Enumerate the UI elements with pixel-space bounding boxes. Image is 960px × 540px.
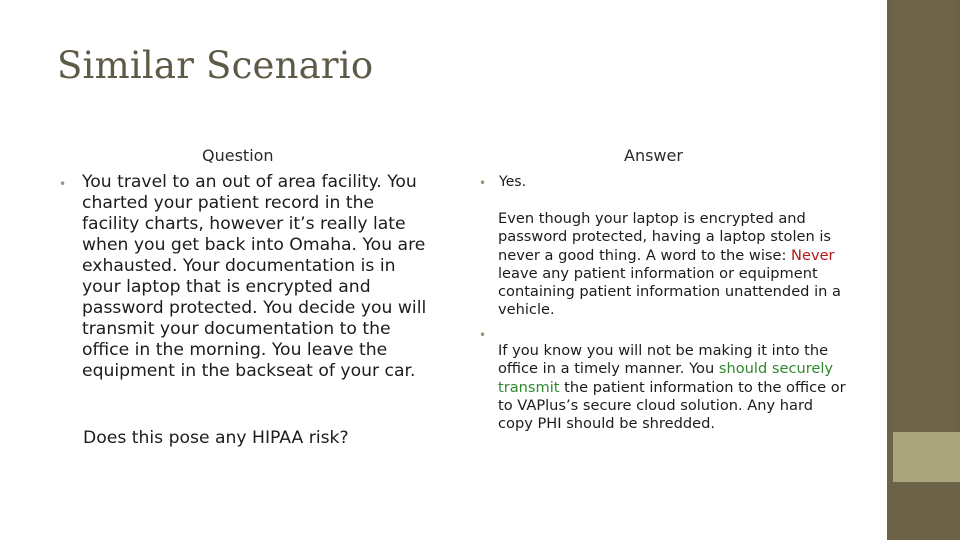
question-heading: Question <box>202 146 274 165</box>
answer-paragraph-1-text: Even though your laptop is encrypted and password protected, having a laptop stolen is never a good thing. A word to the wise: <box>498 210 832 264</box>
answer-emphasis-never: Never <box>791 246 835 264</box>
slide-title: Similar Scenario <box>57 44 374 87</box>
bullet-icon: • <box>479 176 487 190</box>
answer-paragraph-1 <box>498 210 848 320</box>
answer-heading: Answer <box>624 146 683 165</box>
question-body: You travel to an out of area facility. You charted your patient record in the facility charts, however it’s really late when you get back into Omaha. You are exhausted. Your documentation is in your laptop that is encrypted and password protected. You decide you will transmit your documentation to the office in the morning. You leave the equipment in the backseat of your car. <box>82 172 427 381</box>
answer-paragraph-1-text-end: leave any patient information or equipment containing patient information unattended in a vehicle. <box>498 264 841 319</box>
answer-paragraph-2-text: If you know you will not be making it into the office in a timely manner. You <box>498 342 829 378</box>
answer-paragraph-2-text-end: the patient information to the office or to VAPlus’s secure cloud solution. Any hard copy PHI should be shredded. <box>498 378 846 433</box>
answer-paragraph-2 <box>498 342 848 433</box>
bullet-icon: • <box>479 328 487 342</box>
side-band-bottom <box>893 482 960 540</box>
bullet-icon: • <box>59 177 67 191</box>
answer-yes: Yes. <box>499 174 527 190</box>
answer-emphasis-transmit: should securely transmit <box>498 360 834 396</box>
side-band-accent <box>893 432 960 482</box>
question-prompt: Does this pose any HIPAA risk? <box>83 428 349 448</box>
